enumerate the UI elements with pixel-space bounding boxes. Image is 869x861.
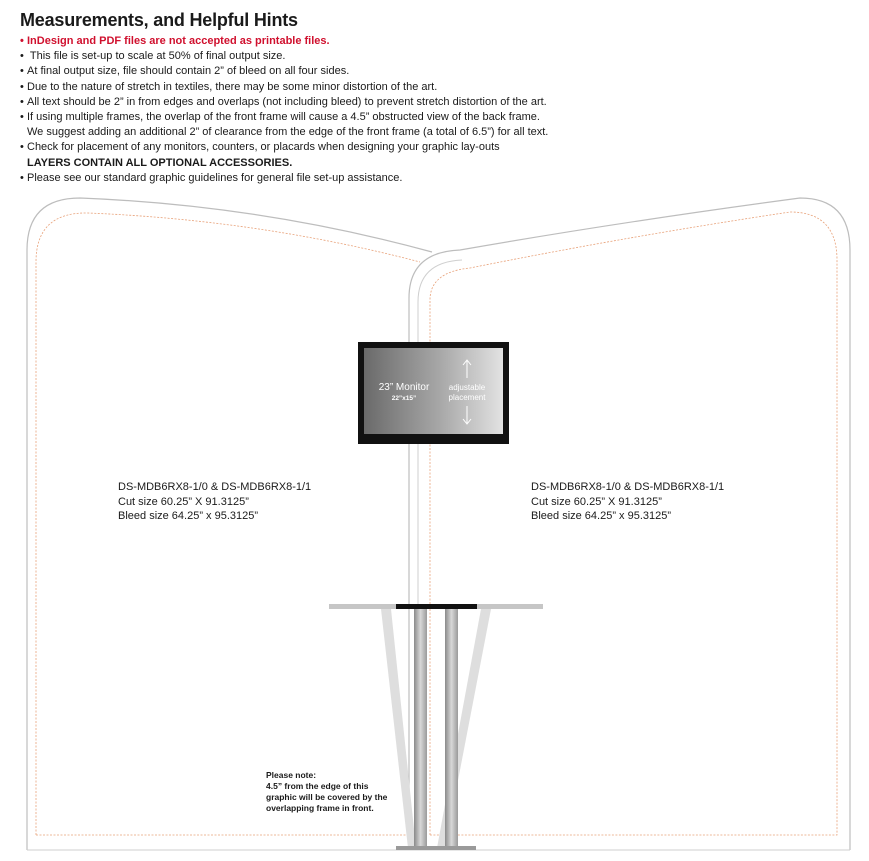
hint-text: Please see our standard graphic guidelines for general file set-up assistance. [27,171,403,184]
counter-top-center [396,604,477,609]
note-line: graphic will be covered by the [266,792,388,802]
hint-text: InDesign and PDF files are not accepted as printable files. [27,35,330,47]
counter-base [396,846,476,850]
bullet: • [20,65,24,78]
note-line: overlapping frame in front. [266,803,374,813]
left-panel-cut-size: Cut size 60.25” X 91.3125” [118,495,249,508]
hint-text: All text should be 2” in from edges and overlaps (not including bleed) to prevent stretch distortion of the art. [27,95,547,108]
back-frame-bleed-line [36,213,420,835]
hint-text: Check for placement of any monitors, counters, or placards when designing your graphic lay-outs [27,141,500,154]
overlap-note [266,770,387,814]
hint-text: If using multiple frames, the overlap of the front frame will cause a 4.5” obstructed view of the back frame. [27,111,540,124]
left-panel-bleed-size: Bleed size 64.25” x 95.3125” [118,510,259,522]
bullet: • [20,171,24,184]
hint-text: This file is set-up to scale at 50% of final output size. [27,50,286,63]
hint-text: LAYERS CONTAIN ALL OPTIONAL ACCESSORIES. [27,156,293,169]
right-panel-bleed-size: Bleed size 64.25” x 95.3125” [531,510,672,522]
note-line: 4.5” from the edge of this [266,781,369,791]
right-panel-cut-size: Cut size 60.25” X 91.3125” [531,495,662,508]
bullet: • [20,80,24,93]
hint-text: At final output size, file should contain 2” of bleed on all four sides. [27,65,350,78]
front-frame-outline [409,198,850,850]
right-panel-specs [531,480,724,524]
left-panel-model: DS-MDB6RX8-1/0 & DS-MDB6RX8-1/1 [118,481,312,493]
bullet: • [20,111,24,124]
page-title: Measurements, and Helpful Hints [20,10,298,30]
back-frame-outline [27,198,432,850]
bullet: • [20,141,24,154]
monitor-size: 22”x15” [391,395,417,402]
front-frame-bleed-line [430,212,837,835]
hint-text: Due to the nature of stretch in textiles, there may be some minor distortion of the art. [27,80,438,93]
counter-leg-center-right [445,609,458,849]
left-panel-specs [118,480,311,524]
bullet: • [20,50,24,63]
monitor-label: 23” Monitor [378,382,430,393]
hint-text: We suggest adding an additional 2” of clearance from the edge of the front frame (a total of 6.5”) for all text. [27,126,549,139]
note-line: Please note: [266,770,317,780]
counter-leg-center-left [414,609,427,849]
bullet: • [20,35,24,47]
placement-label: placement [448,393,486,402]
bullet: • [20,95,24,108]
right-panel-model: DS-MDB6RX8-1/0 & DS-MDB6RX8-1/1 [531,481,725,493]
adjustable-label: adjustable [448,383,486,392]
